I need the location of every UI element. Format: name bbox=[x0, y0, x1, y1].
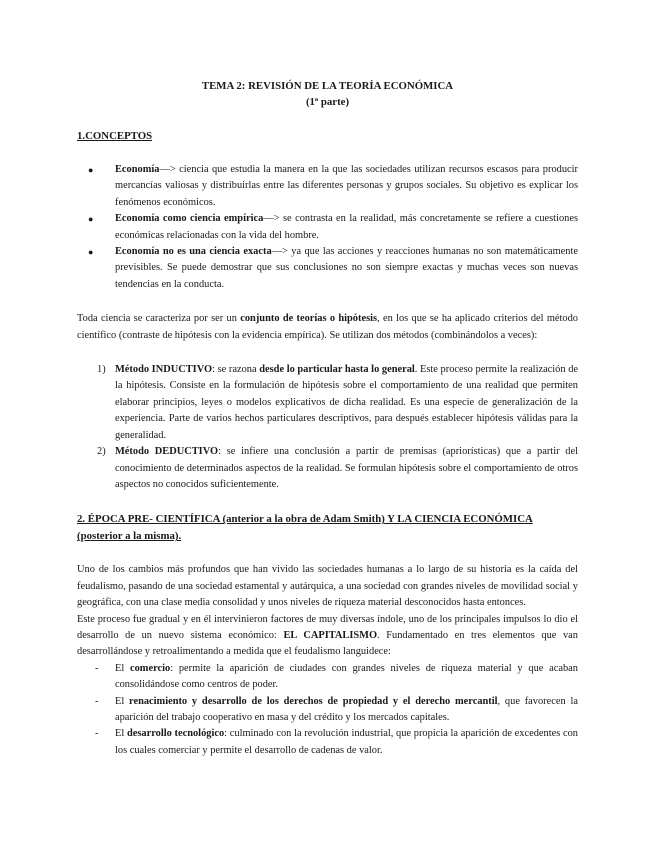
section-heading-conceptos: 1.CONCEPTOS bbox=[77, 130, 153, 142]
dash-icon: - bbox=[95, 728, 99, 740]
paragraph-bold: conjunto de teorías o hipótesis bbox=[240, 313, 378, 325]
methods-list bbox=[77, 362, 578, 493]
document-title: TEMA 2: REVISIÓN DE LA TEORÍA ECONÓMICA bbox=[201, 80, 454, 92]
method-text: . Este proceso permite la realización de la hipótesis. Consiste en la formulación de hipótesis sobre el comportamiento de una realidad que permiten elaborar principios, leyes o modelos explicativos de dicha realidad. Es una especie de generalización de la experiencia. Parte de varios hechos particulares descriptivos, para después establecer hipótesis válidas para la generalidad. bbox=[115, 364, 579, 441]
item-text: El bbox=[115, 662, 130, 674]
item-bold: desarrollo tecnológico bbox=[126, 728, 225, 740]
paragraph-text: Este proceso fue gradual y en él intervinieron factores de muy diversas índole, uno de los principales impulsos lo dio el desarrollo de un nuevo sistema económico: bbox=[77, 613, 578, 641]
bullet-icon: ● bbox=[88, 214, 94, 225]
bullet-icon: ● bbox=[88, 165, 94, 175]
section-heading-epoca: 2. ÉPOCA PRE- CIENTÍFICA (anterior a la obra de Adam Smith) Y LA CIENCIA ECONÓMICA (posterior a la misma). bbox=[77, 513, 533, 543]
method-term: Método INDUCTIVO bbox=[115, 364, 213, 376]
list-number: 1) bbox=[97, 364, 106, 376]
list-item bbox=[77, 162, 578, 211]
list-item bbox=[77, 444, 578, 493]
list-item bbox=[77, 694, 578, 727]
elements-list bbox=[77, 661, 578, 759]
method-text: : se razona bbox=[212, 364, 260, 376]
list-item bbox=[77, 726, 578, 759]
science-paragraph bbox=[77, 311, 578, 344]
method-term: Método DEDUCTIVO bbox=[115, 446, 219, 458]
concept-text: —> se contrasta en la realidad, más concretamente se refiere a cuestiones económicas relacionadas con la vida del hombre. bbox=[115, 213, 578, 241]
item-bold: comercio bbox=[130, 662, 171, 674]
paragraph-text: , en los que se ha aplicado criterios del método científico (contraste de hipótesis con la evidencia empírica). Se utilizan dos métodos (combinándolos a veces): bbox=[77, 313, 578, 341]
dash-icon: - bbox=[95, 662, 99, 674]
concept-term: Economía como ciencia empírica bbox=[115, 213, 264, 225]
paragraph-text: . Fundamentado en tres elementos que van desarrollándose y retroalimentando a medida que el feudalismo languidece: bbox=[77, 629, 578, 658]
concept-term: Economía no es una ciencia exacta bbox=[115, 246, 272, 258]
paragraph-text: Toda ciencia se caracteriza por ser un bbox=[77, 313, 241, 325]
item-text: , que favorecen la aparición del trabajo cooperativo en masa y del crédito y los mercados capitales. bbox=[115, 695, 578, 723]
capitalism-paragraph bbox=[77, 612, 578, 661]
feudalism-paragraph: Uno de los cambios más profundos que han vivido las sociedades humanas a lo largo de su historia es la caída del feudalismo, pasando de una sociedad estamental y autárquica, a una sociedad con grandes niveles de movilidad social y geográfica, con una clase media consolidad y unos niveles de riqueza material desconocidos hasta entonces. bbox=[77, 564, 578, 609]
paragraph-bold: EL CAPITALISMO bbox=[283, 629, 378, 641]
method-bold: desde lo particular hasta lo general bbox=[259, 364, 415, 376]
concept-text: —> ciencia que estudia la manera en la que las sociedades utilizan recursos escasos para producir mercancías valiosas y distribuirlas entre las diferentes personas y grupos sociales. Su objetivo es explicar los fenómenos económicos. bbox=[115, 164, 578, 208]
item-text: El bbox=[115, 728, 127, 740]
list-item bbox=[77, 362, 578, 444]
item-text: : permite la aparición de ciudades con grandes niveles de riqueza material y que acaban consolidándose como centros de poder. bbox=[115, 662, 578, 691]
list-item bbox=[77, 211, 578, 244]
item-text: : culminado con la revolución industrial, que propicia la aparición de excedentes con los cuales comerciar y permite el desarrollo de cadenas de valor. bbox=[115, 728, 578, 756]
method-text: : se infiere una conclusión a partir de premisas (apriorísticas) que a partir del conocimiento de determinados aspectos de la realidad. Se formulan hipótesis sobre el comportamiento de otros aspectos no conocidos suficientemente. bbox=[115, 446, 578, 490]
dash-icon: - bbox=[95, 695, 99, 707]
item-text: El bbox=[115, 695, 130, 707]
list-item bbox=[77, 661, 578, 694]
item-bold: renacimiento y desarrollo de los derechos de propiedad y el derecho mercantil bbox=[129, 695, 498, 707]
document-subtitle: (1ª parte) bbox=[305, 96, 350, 108]
list-number: 2) bbox=[97, 446, 106, 458]
bullet-icon: ● bbox=[88, 247, 94, 258]
list-item bbox=[77, 244, 578, 293]
concepts-list bbox=[77, 162, 578, 293]
concept-term: Economía bbox=[115, 164, 160, 175]
concept-text: —> ya que las acciones y reacciones humanas no son matemáticamente previsibles. Se puede demostrar que sus conclusiones no son siempre exactas y muchas veces son nuevas tendencias en la conducta. bbox=[115, 246, 578, 290]
